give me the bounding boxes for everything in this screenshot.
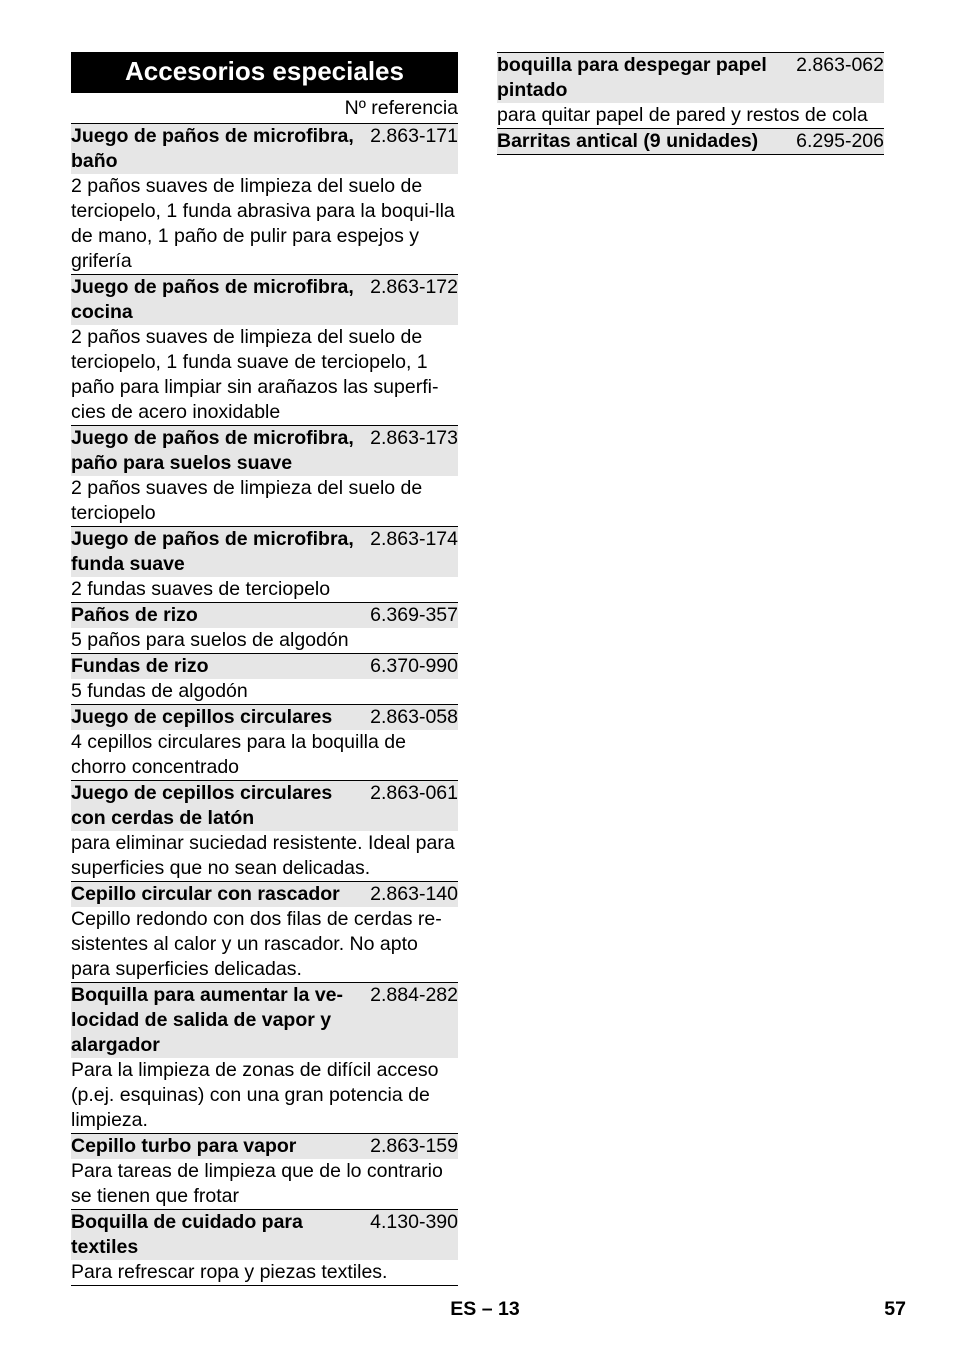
accessory-ref-number: 4.130-390 <box>370 1211 458 1233</box>
section-title: Accesorios especiales <box>71 52 458 93</box>
footer-section-label: ES – 13 <box>450 1298 520 1320</box>
accessory-item-header <box>71 705 458 730</box>
accessory-name: Boquilla para aumentar la ve-locidad de salida de vapor y alargador <box>71 984 344 1056</box>
accessory-item-header <box>71 124 458 174</box>
accessory-name: Cepillo turbo para vapor <box>71 1135 297 1157</box>
accessory-ref-number: 2.863-172 <box>370 276 458 298</box>
accessory-description: 5 fundas de algodón <box>71 680 248 702</box>
accessory-item <box>71 654 458 705</box>
footer-page-number: 57 <box>884 1298 906 1320</box>
accessory-item <box>71 124 458 275</box>
accessory-ref-number: 6.370-990 <box>370 655 458 677</box>
accessory-name: Juego de paños de microfibra, cocina <box>71 276 354 323</box>
accessory-description: 2 paños suaves de limpieza del suelo de terciopelo, 1 funda suave de terciopelo, 1 paño para limpiar sin arañazos las superfi-cies de acero inoxidable <box>71 326 439 423</box>
accessory-description: Cepillo redondo con dos filas de cerdas re-sistentes al calor y un rascador. No apto para superficies delicadas. <box>71 908 442 980</box>
accessory-item <box>71 603 458 654</box>
accessory-item-header <box>71 275 458 325</box>
accessory-description: para eliminar suciedad resistente. Ideal para superficies que no sean delicadas. <box>71 832 455 879</box>
left-column <box>71 52 458 1286</box>
accessory-item <box>71 882 458 983</box>
accessory-description: para quitar papel de pared y restos de cola <box>497 104 868 126</box>
accessory-ref-number: 2.863-061 <box>370 782 458 804</box>
accessory-item <box>71 275 458 426</box>
accessory-item <box>71 527 458 603</box>
accessory-item <box>497 129 884 155</box>
accessory-item-header <box>497 53 884 103</box>
accessory-item-header <box>71 527 458 577</box>
accessory-name: Juego de paños de microfibra, funda suave <box>71 528 354 575</box>
accessory-ref-number: 2.863-062 <box>796 54 884 76</box>
accessory-ref-number: 2.884-282 <box>370 984 458 1006</box>
accessory-ref-number: 2.863-171 <box>370 125 458 147</box>
accessory-description: Para refrescar ropa y piezas textiles. <box>71 1261 388 1283</box>
accessory-description: Para la limpieza de zonas de difícil acceso (p.ej. esquinas) con una gran potencia de limpieza. <box>71 1059 439 1131</box>
accessory-name: Juego de paños de microfibra, paño para suelos suave <box>71 427 354 474</box>
accessory-item-header <box>71 1210 458 1260</box>
accessory-item-header <box>71 1134 458 1159</box>
accessory-item-header <box>71 426 458 476</box>
accessory-ref-number: 2.863-173 <box>370 427 458 449</box>
accessory-name: Paños de rizo <box>71 604 198 626</box>
accessory-item-header <box>71 882 458 907</box>
accessory-ref-number: 6.295-206 <box>796 130 884 152</box>
accessory-item-header <box>71 603 458 628</box>
accessory-item <box>71 983 458 1134</box>
accessory-name: Cepillo circular con rascador <box>71 883 340 905</box>
accessory-ref-number: 2.863-174 <box>370 528 458 550</box>
accessory-ref-number: 2.863-140 <box>370 883 458 905</box>
accessory-name: Juego de paños de microfibra, baño <box>71 125 354 172</box>
accessory-item-header <box>71 781 458 831</box>
reference-number-header: Nº referencia <box>71 93 458 124</box>
accessory-item <box>71 426 458 527</box>
accessory-name: Boquilla de cuidado para textiles <box>71 1211 303 1258</box>
accessory-description: 5 paños para suelos de algodón <box>71 629 349 651</box>
accessory-item <box>497 52 884 129</box>
accessory-ref-number: 2.863-159 <box>370 1135 458 1157</box>
accessory-name: Juego de cepillos circulares con cerdas de latón <box>71 782 333 829</box>
accessory-item <box>71 705 458 781</box>
accessory-description: 2 paños suaves de limpieza del suelo de terciopelo <box>71 477 423 524</box>
accessory-name: Juego de cepillos circulares <box>71 706 333 728</box>
accessory-item <box>71 1210 458 1286</box>
accessory-description: Para tareas de limpieza que de lo contrario se tienen que frotar <box>71 1160 443 1207</box>
accessory-name: boquilla para despegar papel pintado <box>497 54 767 101</box>
accessory-ref-number: 6.369-357 <box>370 604 458 626</box>
accessory-description: 2 fundas suaves de terciopelo <box>71 578 331 600</box>
accessory-item <box>71 781 458 882</box>
accessory-item-header <box>71 654 458 679</box>
accessory-item <box>71 1134 458 1210</box>
accessory-item-header <box>71 983 458 1058</box>
accessory-description: 4 cepillos circulares para la boquilla de chorro concentrado <box>71 731 406 778</box>
accessory-description: 2 paños suaves de limpieza del suelo de terciopelo, 1 funda abrasiva para la boqui-lla de mano, 1 paño de pulir para espejos y grifería <box>71 175 455 272</box>
accessory-ref-number: 2.863-058 <box>370 706 458 728</box>
right-column <box>497 52 884 155</box>
accessory-name: Fundas de rizo <box>71 655 209 677</box>
accessory-name: Barritas antical (9 unidades) <box>497 130 759 152</box>
accessory-item-header <box>497 129 884 154</box>
